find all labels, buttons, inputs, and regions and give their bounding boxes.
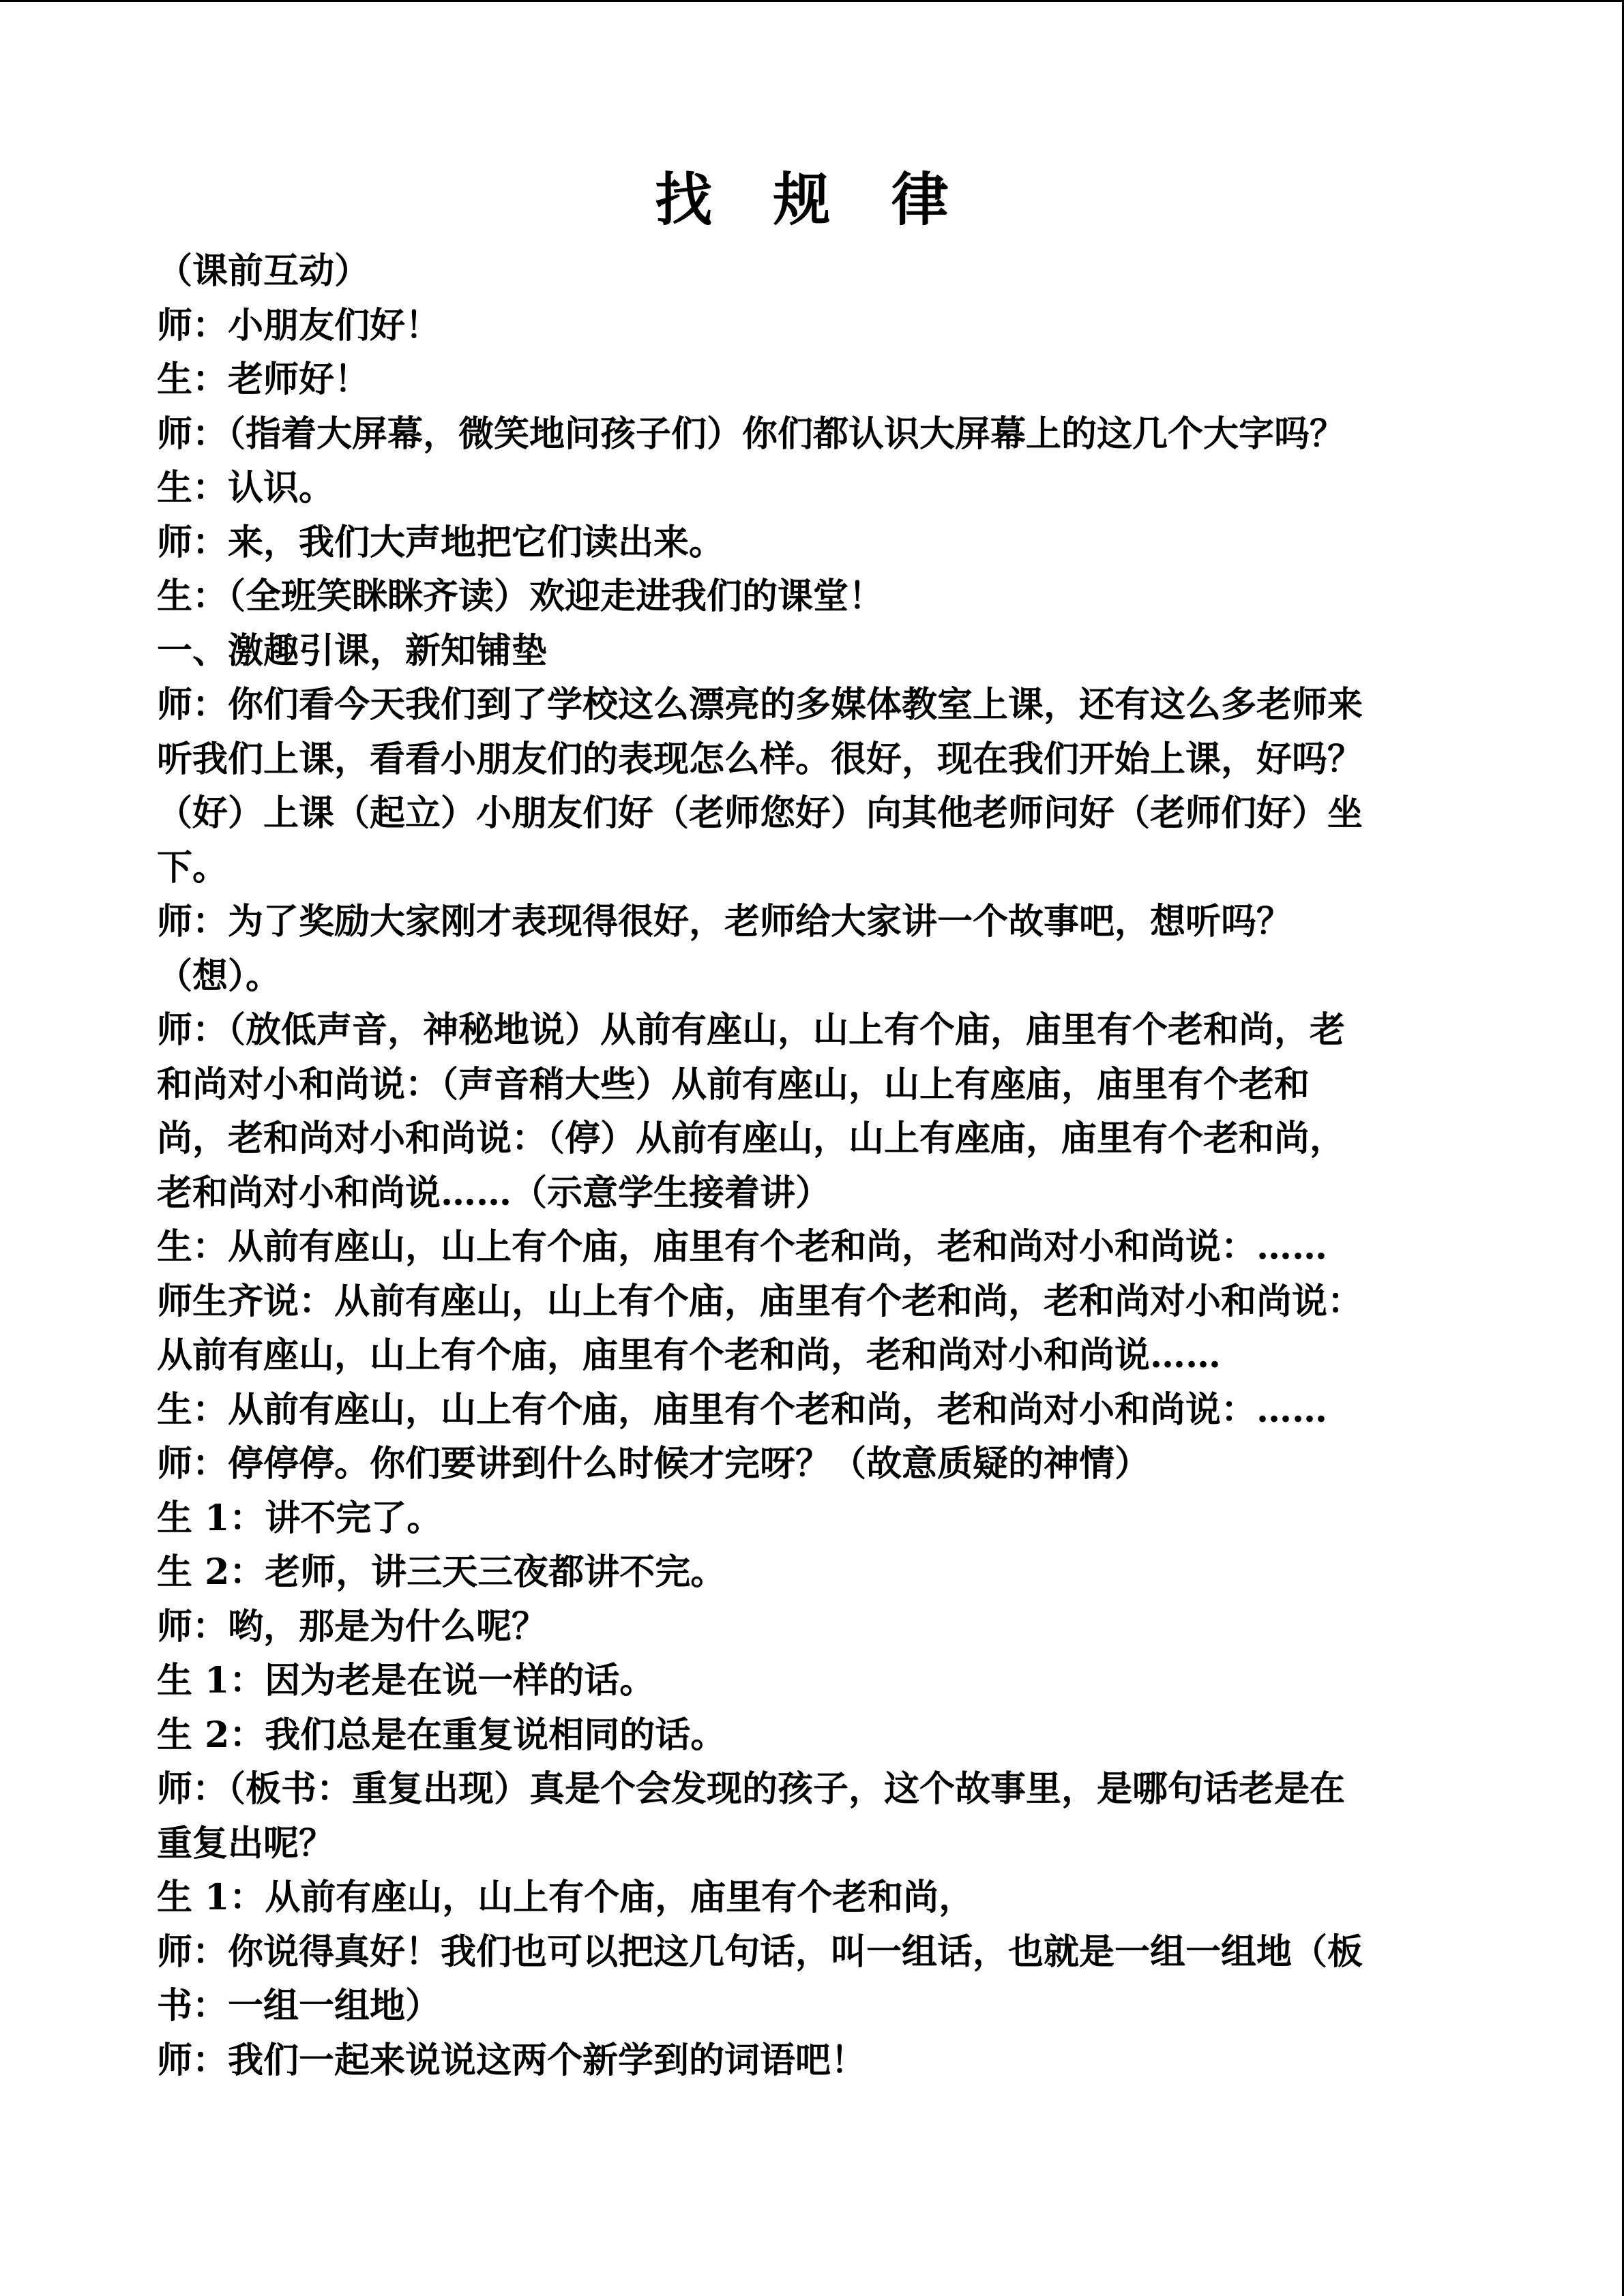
text-line: 师：为了奖励大家刚才表现得很好，老师给大家讲一个故事吧，想听吗？ (157, 901, 1293, 942)
text-line: （课前互动） (157, 250, 370, 292)
text-line: 生：认识。 (157, 467, 335, 509)
text-line: 师：你说得真好！我们也可以把这几句话，叫一组话，也就是一组一组地（板 (157, 1930, 1363, 1973)
text-line: 生 1：讲不完了。 (157, 1497, 443, 1539)
text-line: 生：从前有座山，山上有个庙，庙里有个老和尚，老和尚对小和尚说：…… (157, 1388, 1328, 1431)
text-line: 师：（指着大屏幕，微笑地问孩子们）你们都认识大屏幕上的这几个大字吗？ (157, 413, 1346, 455)
text-line: 生 2：我们总是在重复说相同的话。 (157, 1714, 726, 1756)
text-line: 老和尚对小和尚说……（示意学生接着讲） (157, 1172, 831, 1214)
text-line: 师：你们看今天我们到了学校这么漂亮的多媒体教室上课，还有这么多老师来 (157, 684, 1363, 726)
text-line: （想）。 (157, 955, 282, 997)
text-line: 听我们上课，看看小朋友们的表现怎么样。很好，现在我们开始上课，好吗？ (157, 738, 1363, 780)
text-line: 师：哟，那是为什么呢？ (157, 1605, 548, 1648)
text-line: 书：一组一组地） (157, 1985, 441, 2027)
text-line: （好）上课（起立）小朋友们好（老师您好）向其他老师问好（老师们好）坐 (157, 792, 1363, 834)
text-line: 从前有座山，山上有个庙，庙里有个老和尚，老和尚对小和尚说…… (157, 1335, 1222, 1376)
text-line: 生：从前有座山，山上有个庙，庙里有个老和尚，老和尚对小和尚说：…… (157, 1226, 1328, 1268)
text-line: 生 2：老师，讲三天三夜都讲不完。 (157, 1551, 726, 1593)
text-line: 尚，老和尚对小和尚说：（停）从前有座山，山上有座庙，庙里有个老和尚， (157, 1118, 1346, 1159)
text-line: 师：我们一起来说说这两个新学到的词语吧！ (157, 2039, 867, 2081)
text-line: 和尚对小和尚说：（声音稍大些）从前有座山，山上有座庙，庙里有个老和 (157, 1063, 1310, 1105)
text-line: 师生齐说：从前有座山，山上有个庙，庙里有个老和尚，老和尚对小和尚说： (157, 1280, 1363, 1322)
text-line: 师：（板书：重复出现）真是个会发现的孩子，这个故事里，是哪句话老是在 (157, 1768, 1346, 1810)
text-line: 师：（放低声音，神秘地说）从前有座山，山上有个庙，庙里有个老和尚，老 (157, 1009, 1346, 1051)
text-line: 生 1：因为老是在说一样的话。 (157, 1660, 655, 1701)
text-line: 生 1：从前有座山，山上有个庙，庙里有个老和尚， (157, 1877, 975, 1918)
text-line: 生：老师好！ (157, 359, 370, 400)
text-line: 师：小朋友们好！ (157, 304, 441, 346)
text-line: 师：来，我们大声地把它们读出来。 (157, 521, 725, 563)
text-line: 生：（全班笑眯眯齐读）欢迎走进我们的课堂！ (157, 576, 885, 617)
document-body (157, 244, 1456, 2087)
text-line: 师：停停停。你们要讲到什么时候才完呀？（故意质疑的神情） (157, 1443, 1151, 1485)
text-line: 重复出呢？ (157, 1822, 335, 1864)
text-line: 下。 (157, 846, 228, 889)
page-title: 找 规 律 (655, 166, 969, 233)
section-heading: 一、激趣引课，新知铺垫 (157, 629, 548, 672)
